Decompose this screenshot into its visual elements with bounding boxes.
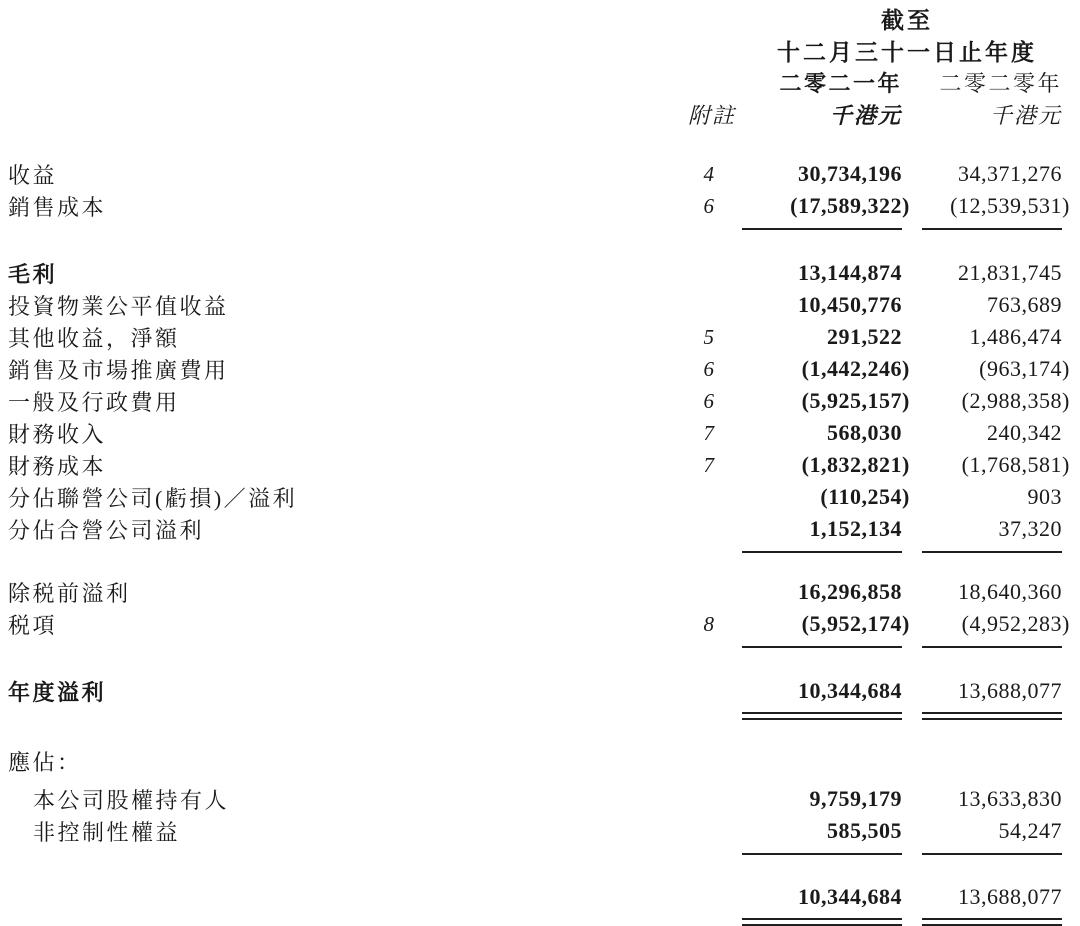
amount-2020: 13,688,077 — [958, 884, 1062, 909]
row-label: 銷售成本 — [8, 194, 107, 220]
row-label: 財務成本 — [8, 453, 107, 479]
section-rule — [0, 222, 1080, 230]
row-label: 收益 — [8, 162, 58, 188]
row-profit-before-tax — [0, 576, 1080, 608]
row-label: 本公司股權持有人 — [33, 787, 230, 813]
amount-2020: 1,486,474 — [969, 324, 1062, 349]
note-ref: 7 — [703, 420, 714, 445]
rule-line — [922, 551, 1062, 553]
rule-line — [742, 228, 902, 230]
total-rule — [0, 707, 1080, 720]
year-2020-header: 二零二零年 — [939, 70, 1062, 96]
row-label: 財務收入 — [8, 421, 107, 447]
total-rule — [0, 913, 1080, 926]
amount-2021: 30,734,196 — [798, 161, 902, 186]
amount-2020: 34,371,276 — [958, 161, 1062, 186]
double-rule-line — [922, 712, 1062, 720]
amount-2021: (1,442,246 — [801, 356, 902, 381]
amount-2021: (1,832,821 — [801, 452, 902, 477]
row-label: 分佔合營公司溢利 — [8, 517, 205, 543]
row-label: 非控制性權益 — [33, 819, 181, 845]
row-share-of-joint-ventures — [0, 513, 1080, 545]
row-label: 年度溢利 — [8, 679, 107, 705]
year-2021-header: 二零二一年 — [779, 70, 902, 96]
amount-2021: 16,296,858 — [798, 579, 902, 604]
amount-2021: 291,522 — [827, 324, 902, 349]
double-rule-line — [742, 712, 902, 720]
amount-2021: 568,030 — [827, 420, 902, 445]
amount-2021: 585,505 — [827, 818, 902, 843]
row-taxation: 税項 8 (5,952,174 ) (4,952,283 ) — [0, 608, 1080, 640]
unit-2021-header: 千港元 — [829, 102, 902, 128]
amount-2021: 10,344,684 — [798, 678, 902, 703]
note-ref: 5 — [703, 324, 714, 349]
amount-2020: 240,342 — [987, 420, 1062, 445]
amount-2021: (5,925,157 — [801, 388, 902, 413]
row-fair-value-gains — [0, 289, 1080, 321]
note-ref: 6 — [703, 193, 714, 218]
amount-2020: 18,640,360 — [958, 579, 1062, 604]
row-finance-income — [0, 417, 1080, 449]
row-other-income — [0, 321, 1080, 353]
amount-2020: (1,768,581 — [961, 452, 1062, 477]
row-label: 應佔： — [8, 749, 82, 775]
note-ref: 6 — [703, 356, 714, 381]
amount-2020: (4,952,283 — [961, 611, 1062, 636]
note-ref: 7 — [703, 452, 714, 477]
period-line1: 截至 — [881, 7, 933, 33]
row-general-admin-expenses: 一般及行政費用 6 (5,925,157 ) (2,988,358 ) — [0, 385, 1080, 417]
amount-2020: 21,831,745 — [958, 260, 1062, 285]
amount-2021: (110,254 — [820, 484, 902, 509]
row-total-profit — [0, 881, 1080, 913]
row-label: 除税前溢利 — [8, 580, 131, 606]
row-label: 分佔聯營公司(虧損)／溢利 — [8, 485, 298, 511]
row-equity-holders — [0, 783, 1080, 815]
rule-line — [742, 551, 902, 553]
note-ref: 4 — [703, 161, 714, 186]
row-gross-profit — [0, 257, 1080, 289]
amount-2020: 763,689 — [987, 292, 1062, 317]
note-ref: 8 — [703, 611, 714, 636]
amount-2020: (2,988,358 — [961, 388, 1062, 413]
row-profit-for-year — [0, 675, 1080, 707]
row-label: 一般及行政費用 — [8, 389, 180, 415]
row-label: 毛利 — [8, 261, 58, 287]
amount-2020: 13,633,830 — [958, 786, 1062, 811]
rule-line — [742, 853, 902, 855]
row-cost-of-sales: 銷售成本 6 (17,589,322 ) (12,539,531 ) — [0, 190, 1080, 222]
amount-2020: 13,688,077 — [958, 678, 1062, 703]
double-rule-line — [922, 918, 1062, 926]
row-share-of-associates: 分佔聯營公司(虧損)／溢利 (110,254 ) 903 — [0, 481, 1080, 513]
amount-2021: 10,344,684 — [798, 884, 902, 909]
section-rule — [0, 640, 1080, 648]
amount-2021: (5,952,174 — [801, 611, 902, 636]
amount-2020: 903 — [1027, 484, 1062, 509]
row-attributable-to — [0, 745, 1080, 777]
header-units-row — [0, 98, 1080, 130]
rule-line — [922, 853, 1062, 855]
amount-2021: 10,450,776 — [798, 292, 902, 317]
section-rule — [0, 545, 1080, 553]
amount-2020: (12,539,531 — [950, 193, 1062, 218]
amount-2021: (17,589,322 — [790, 193, 902, 218]
row-revenue — [0, 158, 1080, 190]
rule-line — [742, 646, 902, 648]
header-period-line2-row — [0, 34, 1080, 66]
row-non-controlling-interests — [0, 815, 1080, 847]
amount-2021: 9,759,179 — [809, 786, 902, 811]
double-rule-line — [742, 918, 902, 926]
header-years-row — [0, 66, 1080, 98]
amount-2021: 13,144,874 — [798, 260, 902, 285]
row-label: 銷售及市場推廣費用 — [8, 357, 229, 383]
row-label: 税項 — [8, 612, 58, 638]
period-line2: 十二月三十一日止年度 — [777, 39, 1037, 65]
rule-line — [922, 228, 1062, 230]
rule-line — [922, 646, 1062, 648]
unit-2020-header: 千港元 — [989, 102, 1062, 128]
amount-2020: 54,247 — [998, 818, 1062, 843]
row-selling-marketing-expenses: 銷售及市場推廣費用 6 (1,442,246 ) (963,174 ) — [0, 353, 1080, 385]
note-ref: 6 — [703, 388, 714, 413]
section-rule — [0, 847, 1080, 855]
amount-2020: (963,174 — [979, 356, 1062, 381]
amount-2021: 1,152,134 — [809, 516, 902, 541]
row-finance-costs: 財務成本 7 (1,832,821 ) (1,768,581 ) — [0, 449, 1080, 481]
header-period-line1-row — [0, 2, 1080, 34]
row-label: 其他收益，淨額 — [8, 325, 180, 351]
row-label: 投資物業公平值收益 — [8, 293, 229, 319]
amount-2020: 37,320 — [998, 516, 1062, 541]
note-column-header: 附註 — [687, 102, 736, 128]
